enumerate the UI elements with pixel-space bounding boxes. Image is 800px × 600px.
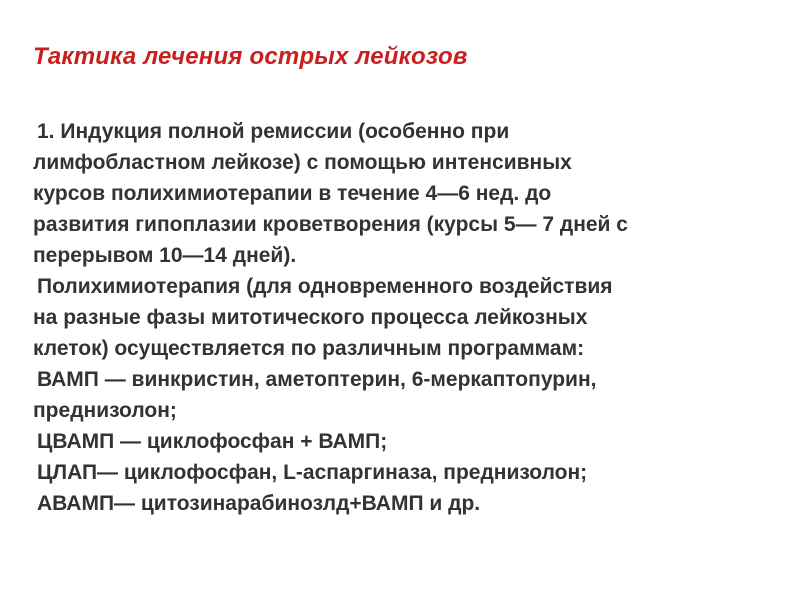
text-line: развития гипоплазии кроветворения (курсы 5— 7 дней с (33, 213, 628, 236)
text-line: на разные фазы митотического процесса лейкозных (33, 306, 588, 329)
text-line: клеток) осуществляется по различным программам: (33, 337, 585, 360)
text-line: курсов полихимиотерапии в течение 4—6 нед. до (33, 182, 552, 205)
text-line: ЦВАМП — циклофосфан + ВАМП; (37, 430, 388, 453)
text-line: ЦЛАП— циклофосфан, L-аспаргиназа, преднизолон; (37, 461, 588, 484)
text-line: АВАМП— цитозинарабинозлд+ВАМП и др. (37, 492, 481, 515)
text-line: перерывом 10—14 дней). (33, 244, 297, 267)
text-line: Полихимиотерапия (для одновременного воздействия (37, 275, 613, 298)
text-line: 1. Индукция полной ремиссии (особенно при (37, 120, 510, 143)
slide-title: Тактика лечения острых лейкозов (33, 43, 468, 70)
text-line: преднизолон; (33, 399, 177, 422)
slide-body (33, 116, 793, 519)
text-line: лимфобластном лейкозе) с помощью интенсивных (33, 151, 572, 174)
text-line: ВАМП — винкристин, аметоптерин, 6-меркаптопурин, (37, 368, 597, 391)
